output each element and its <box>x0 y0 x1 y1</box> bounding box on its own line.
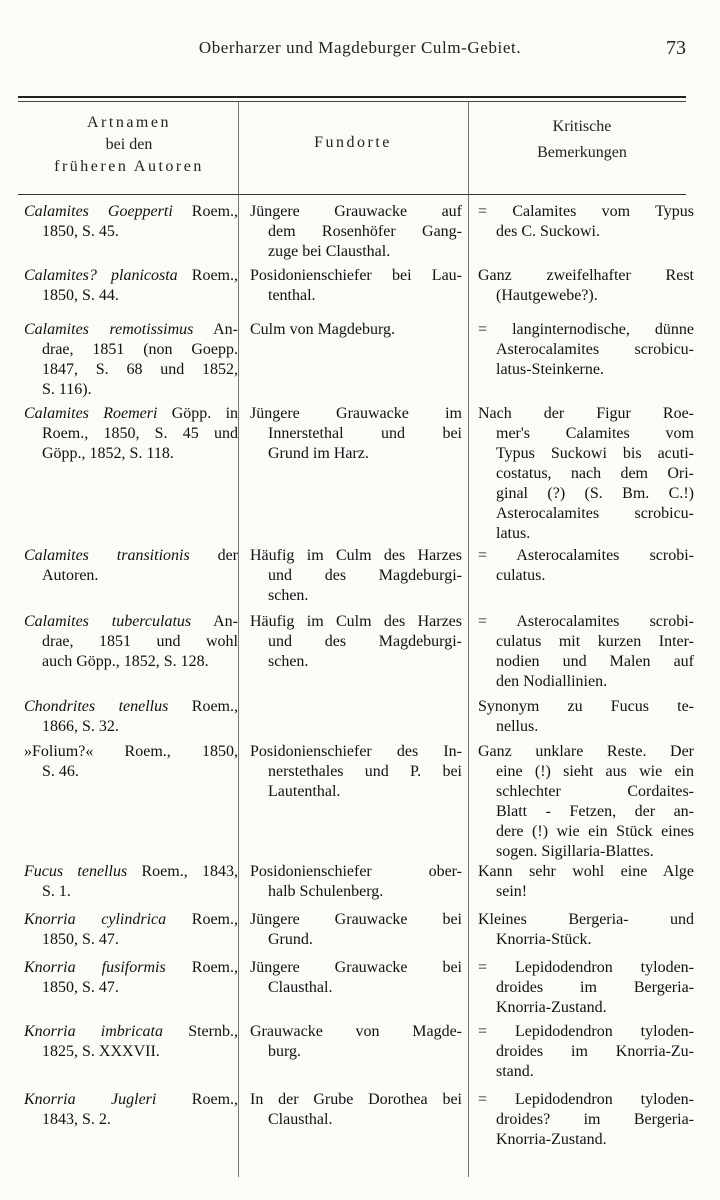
fundort-line: schen. <box>268 653 309 670</box>
bemerkung-line: costatus, nach dem Ori- <box>496 465 694 482</box>
bemerkung-line: = Lepidodendron tyloden- <box>478 1091 694 1108</box>
fundort-line: Grund im Harz. <box>268 445 369 462</box>
fundort-line: Culm von Magdeburg. <box>250 321 396 338</box>
column-divider-2 <box>468 102 469 1177</box>
name-line: Calamites tuberculatus An- <box>24 613 238 630</box>
cell-fundort <box>250 612 462 672</box>
bemerkung-line: = Lepidodendron tyloden- <box>478 1023 694 1040</box>
name-line: Calamites? planicosta Roem., <box>24 267 238 284</box>
name-line: drae, 1851 (non Goepp. <box>42 341 238 358</box>
bemerkung-line: latus-Steinkerne. <box>496 361 604 378</box>
fundort-line: tenthal. <box>268 287 316 304</box>
name-line: Chondrites tenellus Roem., <box>24 698 238 715</box>
bemerkung-line: Asterocalamites scrobicu- <box>496 505 694 522</box>
bemerkung-line: culatus. <box>496 567 546 584</box>
name-line: 1850, S. 47. <box>42 979 119 996</box>
name-line: S. 46. <box>42 763 79 780</box>
fundort-line: Jüngere Grauwacke im <box>250 405 462 422</box>
bemerkung-line: Knorria-Stück. <box>496 931 592 948</box>
cell-fundort <box>250 958 462 998</box>
cell-bemerkung <box>478 1022 694 1082</box>
name-line: Calamites remotissimus An- <box>24 321 238 338</box>
fundort-line: Clausthal. <box>268 979 333 996</box>
cell-name <box>24 320 238 400</box>
cell-name <box>24 910 238 950</box>
cell-name <box>24 958 238 998</box>
bemerkung-line: = langinternodische, dünne <box>478 321 694 338</box>
cell-name <box>24 266 238 306</box>
column-header-bemerkungen: Kritische Bemerkungen <box>537 118 627 161</box>
column-divider-1 <box>238 102 239 1177</box>
cell-bemerkung <box>478 958 694 1018</box>
name-line: 1843, S. 2. <box>42 1111 111 1128</box>
fundort-line: Jüngere Grauwacke bei <box>250 959 462 976</box>
bemerkung-line: eine (!) sieht aus wie ein <box>496 763 694 780</box>
cell-fundort <box>250 404 462 464</box>
cell-bemerkung <box>478 546 694 586</box>
name-line: Knorria fusiformis Roem., <box>24 959 238 976</box>
page-number: 73 <box>666 37 686 59</box>
cell-name <box>24 202 238 242</box>
cell-bemerkung <box>478 910 694 950</box>
cell-bemerkung <box>478 697 694 737</box>
bemerkung-line: Knorria-Zustand. <box>496 999 607 1016</box>
fundort-line: Jüngere Grauwacke auf <box>250 203 462 220</box>
column-header-artnamen: Artnamen bei den früheren Autoren <box>54 114 204 175</box>
cell-name <box>24 1022 238 1062</box>
fundort-line: Clausthal. <box>268 1111 333 1128</box>
fundort-line: halb Schulenberg. <box>268 883 384 900</box>
bemerkung-line: (Hautgewebe?). <box>496 287 598 304</box>
bemerkung-line: Knorria-Zustand. <box>496 1131 607 1148</box>
bemerkung-line: = Asterocalamites scrobi- <box>478 613 694 630</box>
cell-fundort <box>250 266 462 306</box>
cell-fundort <box>250 742 462 802</box>
name-line: Knorria cylindrica Roem., <box>24 911 238 928</box>
name-line: auch Göpp., 1852, S. 128. <box>42 653 209 670</box>
fundort-line: nerstethales und P. bei <box>268 763 462 780</box>
fundort-line: In der Grube Dorothea bei <box>250 1091 462 1108</box>
running-head <box>0 38 720 62</box>
bemerkung-line: Kleines Bergeria- und <box>478 911 694 928</box>
cell-bemerkung <box>478 320 694 380</box>
fundort-line: schen. <box>268 587 309 604</box>
fundort-line: Posidonienschiefer ober- <box>250 863 462 880</box>
cell-bemerkung <box>478 202 694 242</box>
fundort-line: und des Magdeburgi- <box>268 633 462 650</box>
bemerkung-line: Typus Suckowi bis acuti- <box>496 445 694 462</box>
bemerkung-line: schlechter Cordaites- <box>496 783 694 800</box>
bemerkung-line: = Asterocalamites scrobi- <box>478 547 694 564</box>
top-rule <box>18 96 686 98</box>
bemerkung-line: sogen. Sigillaria-Blattes. <box>496 843 654 860</box>
cell-bemerkung <box>478 612 694 692</box>
cell-bemerkung <box>478 266 694 306</box>
fundort-line: Innerstethal und bei <box>268 425 462 442</box>
bemerkung-line: mer's Calamites vom <box>496 425 694 442</box>
fundort-line: Jüngere Grauwacke bei <box>250 911 462 928</box>
cell-name <box>24 404 238 464</box>
bemerkung-line: Ganz zweifelhafter Rest <box>478 267 694 284</box>
cell-fundort <box>250 202 462 262</box>
name-line: 1850, S. 45. <box>42 223 119 240</box>
name-line: Calamites Goepperti Roem., <box>24 203 239 220</box>
cell-name <box>24 1090 238 1130</box>
name-line: Knorria Jugleri Roem., <box>24 1091 239 1108</box>
cell-bemerkung <box>478 862 694 902</box>
cell-fundort <box>250 1090 462 1130</box>
bemerkung-line: Synonym zu Fucus te- <box>478 698 694 715</box>
name-line: 1825, S. XXXVII. <box>42 1043 160 1060</box>
bemerkung-line: nellus. <box>496 718 539 735</box>
cell-name <box>24 862 238 902</box>
name-line: S. 1. <box>42 883 71 900</box>
name-line: 1850, S. 47. <box>42 931 119 948</box>
fundort-line: Grauwacke von Magde- <box>250 1023 462 1040</box>
name-line: Fucus tenellus Roem., 1843, <box>24 863 238 880</box>
bemerkung-line: dere (!) wie ein Stück eines <box>496 823 694 840</box>
cell-fundort <box>250 320 462 340</box>
name-line: Calamites Roemeri Göpp. in <box>24 405 239 422</box>
name-line: S. 116). <box>42 381 92 398</box>
bemerkung-line: Kann sehr wohl eine Alge <box>478 863 694 880</box>
bemerkung-line: droides im Bergeria- <box>496 979 694 996</box>
cell-name <box>24 697 238 737</box>
fundort-line: Häufig im Culm des Harzes <box>250 613 462 630</box>
bemerkung-line: nodien und Malen auf <box>496 653 694 670</box>
bemerkung-line: ginal (?) (S. Bm. C.!) <box>496 485 694 502</box>
fundort-line: zuge bei Clausthal. <box>268 243 391 260</box>
cell-fundort <box>250 546 462 606</box>
header-rule <box>18 194 686 195</box>
name-line: 1850, S. 44. <box>42 287 119 304</box>
running-title: Oberharzer und Magdeburger Culm-Gebiet. <box>198 38 522 57</box>
name-line: drae, 1851 und wohl <box>42 633 238 650</box>
name-line: Göpp., 1852, S. 118. <box>42 445 174 462</box>
column-header-fundorte: Fundorte <box>314 134 392 151</box>
bemerkung-line: sein! <box>496 883 528 900</box>
cell-name <box>24 546 238 586</box>
name-line: Knorria imbricata Sternb., <box>24 1023 238 1040</box>
bemerkung-line: droides? im Bergeria- <box>496 1111 694 1128</box>
name-line: 1847, S. 68 und 1852, <box>42 361 238 378</box>
cell-fundort <box>250 1022 462 1062</box>
cell-bemerkung <box>478 1090 694 1150</box>
bemerkung-line: Ganz unklare Reste. Der <box>478 743 694 760</box>
name-line: »Folium?« Roem., 1850, <box>24 743 238 760</box>
bemerkung-line: des C. Suckowi. <box>496 223 600 240</box>
cell-fundort <box>250 862 462 902</box>
bemerkung-line: latus. <box>496 525 531 542</box>
bemerkung-line: Nach der Figur Roe- <box>478 405 694 422</box>
fundort-line: burg. <box>268 1043 302 1060</box>
cell-bemerkung <box>478 742 694 862</box>
fundort-line: Posidonienschiefer bei Lau- <box>250 267 462 284</box>
top-rule-thin <box>18 101 686 102</box>
cell-name <box>24 742 238 782</box>
cell-fundort <box>250 910 462 950</box>
bemerkung-line: = Calamites vom Typus <box>478 203 694 220</box>
bemerkung-line: stand. <box>496 1063 534 1080</box>
fundort-line: und des Magdeburgi- <box>268 567 462 584</box>
cell-bemerkung <box>478 404 694 544</box>
fundort-line: Grund. <box>268 931 313 948</box>
bemerkung-line: = Lepidodendron tyloden- <box>478 959 694 976</box>
name-line: Roem., 1850, S. 45 und <box>42 425 238 442</box>
fundort-line: Häufig im Culm des Harzes <box>250 547 462 564</box>
bemerkung-line: culatus mit kurzen Inter- <box>496 633 694 650</box>
name-line: Autoren. <box>42 567 99 584</box>
fundort-line: Posidonienschiefer des In- <box>250 743 462 760</box>
bemerkung-line: den Nodiallinien. <box>496 673 608 690</box>
bemerkung-line: Asterocalamites scrobicu- <box>496 341 694 358</box>
name-line: Calamites transitionis der <box>24 547 238 564</box>
bemerkung-line: droides im Knorria-Zu- <box>496 1043 694 1060</box>
bemerkung-line: Blatt - Fetzen, der an- <box>496 803 694 820</box>
fundort-line: dem Rosenhöfer Gang- <box>268 223 462 240</box>
name-line: 1866, S. 32. <box>42 718 119 735</box>
cell-name <box>24 612 238 672</box>
fundort-line: Lautenthal. <box>268 783 341 800</box>
